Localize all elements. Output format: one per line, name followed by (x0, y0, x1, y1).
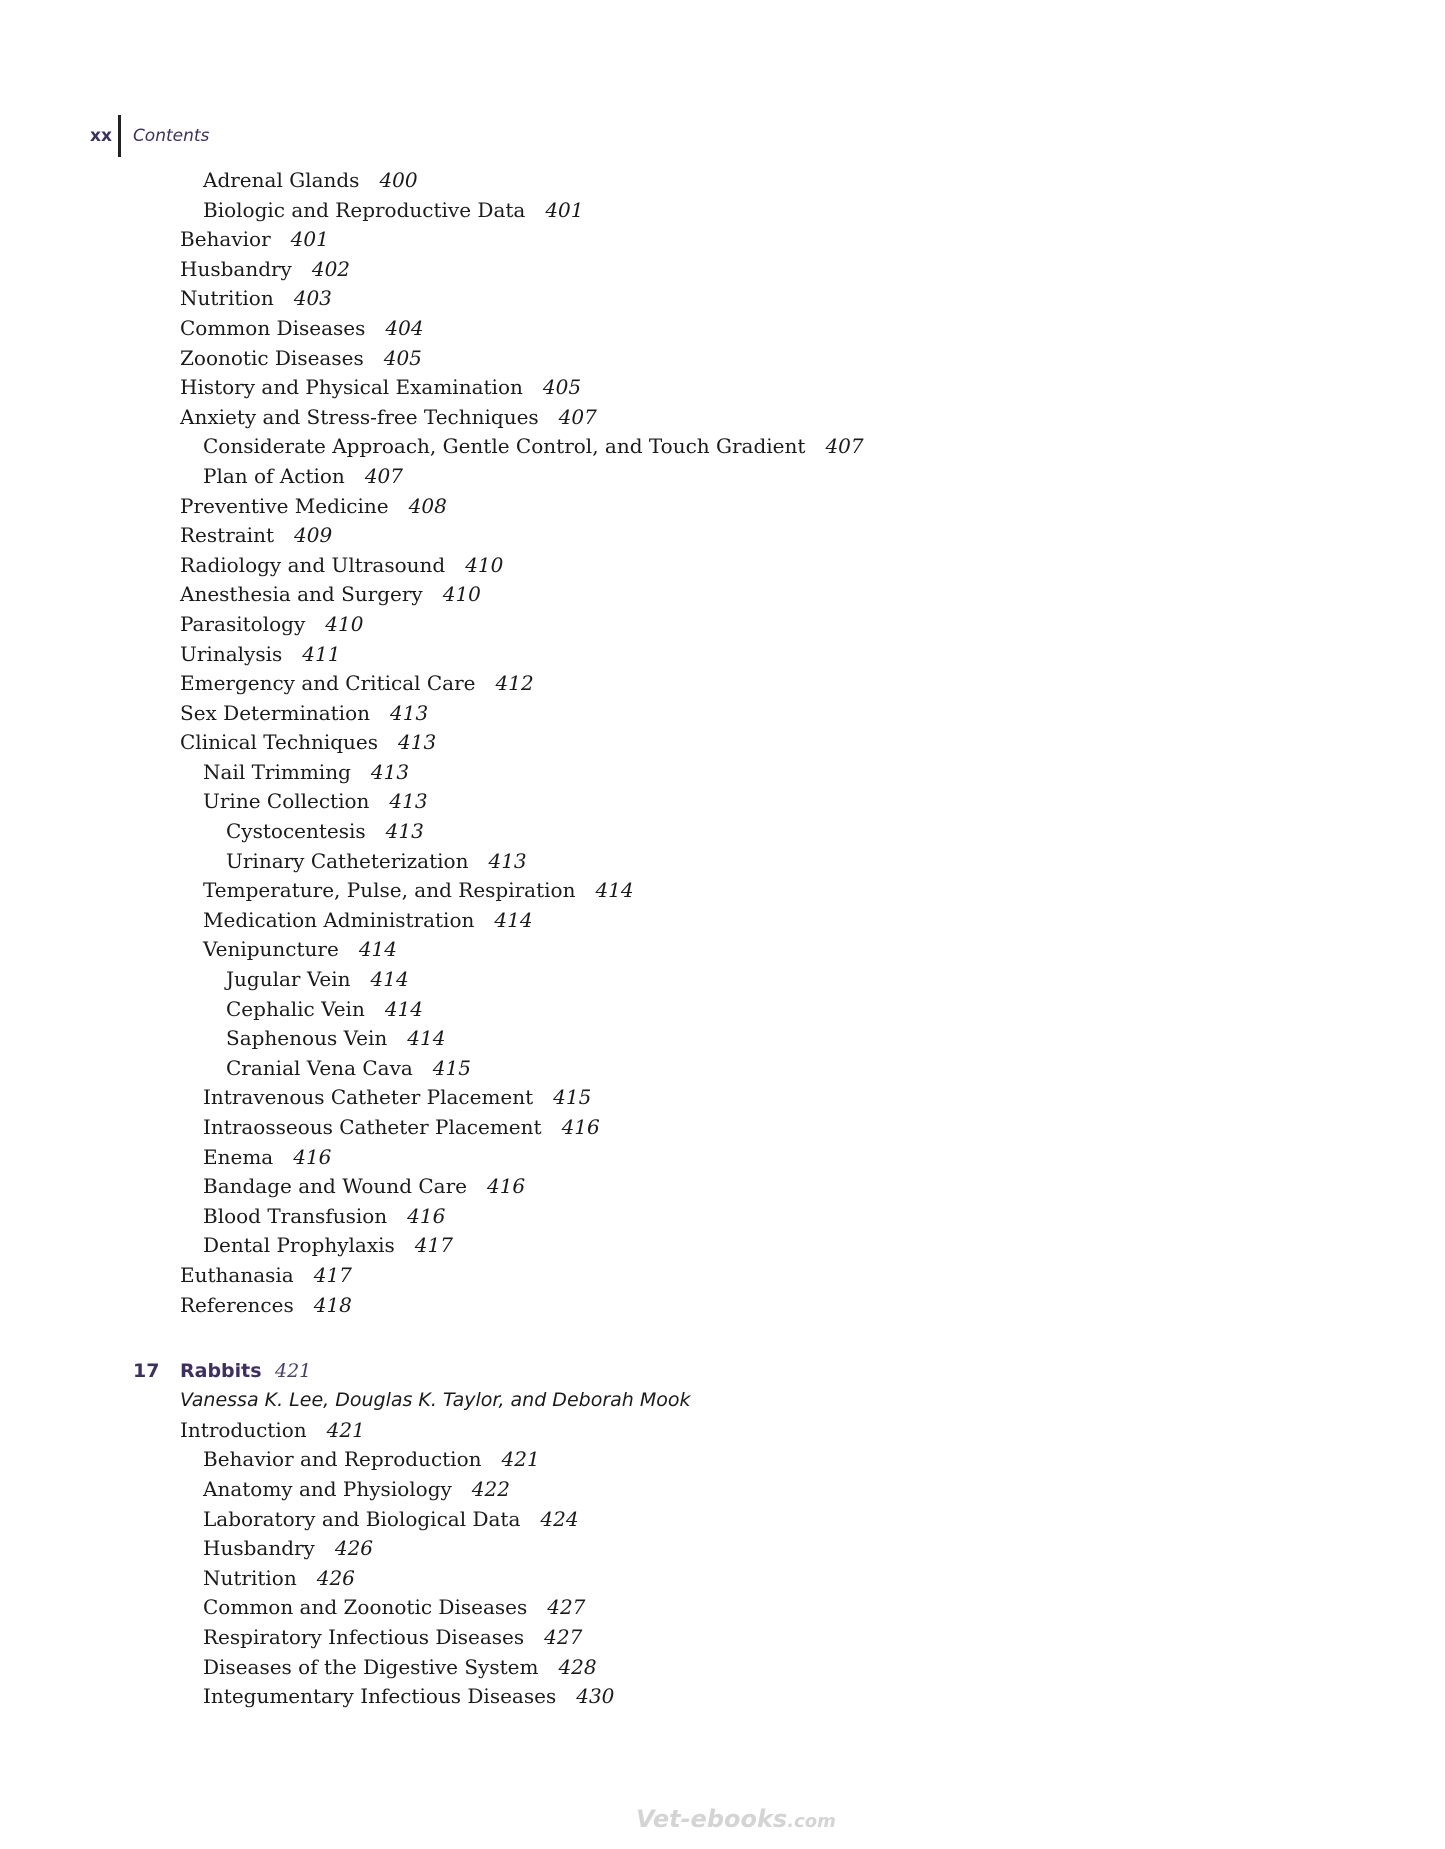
toc-entry-page: 417 (313, 1262, 352, 1287)
toc-entry-title: Laboratory and Biological Data (203, 1506, 521, 1531)
toc-entry[interactable] (0, 521, 1445, 551)
toc-entry-title: Enema (203, 1144, 274, 1169)
toc-entry-title: Biologic and Reproductive Data (203, 197, 526, 222)
toc-entry[interactable] (0, 728, 1445, 758)
toc-entry-title: Nutrition (203, 1565, 297, 1590)
toc-entry-title: Urine Collection (203, 789, 370, 814)
toc-entry-title: Intravenous Catheter Placement (203, 1085, 534, 1110)
toc-entry-page: 414 (407, 1026, 446, 1051)
chapter-authors: Vanessa K. Lee, Douglas K. Taylor, and Deborah Mook (180, 1389, 691, 1412)
toc-entry-page: 416 (293, 1144, 332, 1169)
toc-entry[interactable] (0, 551, 1445, 581)
toc-entry-page: 413 (488, 848, 527, 873)
toc-entry-page: 418 (313, 1292, 352, 1317)
toc-entry[interactable] (0, 196, 1445, 226)
header-divider (118, 115, 121, 157)
toc-entry-page: 407 (364, 463, 404, 488)
toc-entry-page: 408 (408, 493, 447, 518)
toc-entry[interactable] (0, 906, 1445, 936)
toc-entry-title: Anesthesia and Surgery (180, 582, 423, 607)
toc-entry-title: Jugular Vein (226, 967, 351, 992)
toc-entry-title: Behavior and Reproduction (203, 1447, 482, 1472)
toc-entry[interactable] (0, 1682, 1445, 1712)
toc-entry-page: 414 (494, 907, 533, 932)
toc-entry[interactable] (0, 1231, 1445, 1261)
toc-entry[interactable] (0, 847, 1445, 877)
toc-entry-title: Husbandry (180, 256, 292, 281)
toc-entry-title: Considerate Approach, Gentle Control, and Touch Gradient (203, 434, 806, 459)
toc-entry[interactable] (0, 699, 1445, 729)
toc-entry-page: 401 (545, 197, 584, 222)
toc-entry-page: 415 (553, 1085, 592, 1110)
toc-entry[interactable] (0, 225, 1445, 255)
toc-entry-title: Clinical Techniques (180, 730, 379, 755)
toc-entry[interactable] (0, 344, 1445, 374)
toc-entry[interactable] (0, 373, 1445, 403)
toc-entry-page: 414 (595, 878, 634, 903)
toc-entry-page: 424 (540, 1506, 579, 1531)
toc-entry[interactable] (0, 1445, 1445, 1475)
toc-entry-title: Emergency and Critical Care (180, 671, 476, 696)
toc-entry-page: 407 (558, 404, 597, 429)
toc-entry-page: 413 (390, 700, 429, 725)
toc-entry-page: 407 (825, 434, 864, 459)
toc-entry-page: 410 (325, 611, 364, 636)
toc-entry-title: Dental Prophylaxis (203, 1233, 395, 1258)
toc-entry-title: Cephalic Vein (226, 996, 365, 1021)
toc-entry[interactable] (0, 995, 1445, 1025)
page-header (90, 115, 209, 157)
toc-entry-page: 427 (547, 1595, 586, 1620)
toc-entry[interactable] (0, 314, 1445, 344)
toc-entry[interactable] (0, 640, 1445, 670)
toc-entry-title: Common and Zoonotic Diseases (203, 1595, 528, 1620)
toc-entry-title: Respiratory Infectious Diseases (203, 1624, 525, 1649)
toc-entry-title: Integumentary Infectious Diseases (203, 1684, 557, 1709)
toc-entry-page: 426 (316, 1565, 355, 1590)
toc-entry-page: 411 (302, 641, 341, 666)
toc-entry-title: Zoonotic Diseases (180, 345, 364, 370)
toc-entry-page: 409 (294, 523, 333, 548)
toc-entry-title: Anxiety and Stress-free Techniques (180, 404, 539, 429)
toc-entry-page: 404 (385, 315, 424, 340)
toc-entry[interactable] (0, 1291, 1445, 1321)
toc-entry[interactable] (0, 1534, 1445, 1564)
toc-entry-title: Intraosseous Catheter Placement (203, 1115, 542, 1139)
toc-entry-page: 415 (432, 1055, 471, 1080)
toc-entry-title: Diseases of the Digestive System (203, 1654, 539, 1679)
toc-entry[interactable] (0, 1475, 1445, 1505)
toc-entry[interactable] (0, 1024, 1445, 1054)
toc-entry[interactable] (0, 462, 1445, 492)
toc-entry-page: 426 (334, 1536, 374, 1561)
toc-entry[interactable] (0, 1054, 1445, 1084)
chapter-number: 17 (133, 1360, 160, 1383)
toc-entry[interactable] (0, 787, 1445, 817)
page-number: xx (90, 126, 112, 146)
toc-entry-title: Cranial Vena Cava (226, 1055, 413, 1080)
toc-entry-title: Nail Trimming (203, 759, 351, 784)
toc-entry-page: 402 (311, 256, 351, 281)
toc-entry-title: Common Diseases (180, 315, 366, 340)
toc-entry-title: Husbandry (203, 1536, 315, 1561)
table-of-contents (0, 166, 1445, 1712)
toc-entry[interactable] (0, 758, 1445, 788)
toc-entry-title: Radiology and Ultrasound (180, 552, 446, 577)
toc-entry[interactable] (0, 1143, 1445, 1173)
toc-entry[interactable] (0, 1261, 1445, 1291)
chapter-title: Rabbits (180, 1360, 262, 1383)
toc-entry[interactable] (0, 1172, 1445, 1202)
toc-entry-page: 421 (326, 1417, 365, 1442)
toc-entry-title: Sex Determination (180, 700, 370, 725)
toc-entry-page: 413 (389, 789, 428, 814)
toc-entry-title: Anatomy and Physiology (203, 1476, 452, 1501)
toc-entry-page: 400 (379, 168, 418, 192)
toc-entry-page: 416 (561, 1115, 600, 1139)
toc-entry-title: Euthanasia (180, 1262, 294, 1287)
toc-entry-title: Blood Transfusion (203, 1203, 388, 1228)
chapter-page: 421 (275, 1360, 312, 1383)
toc-entry-page: 405 (542, 375, 582, 400)
toc-entry-page: 405 (383, 345, 422, 370)
toc-entry-page: 401 (290, 227, 329, 252)
toc-entry-title: Introduction (180, 1417, 307, 1442)
watermark-name: Vet-ebooks (636, 1805, 788, 1833)
toc-entry[interactable] (0, 1623, 1445, 1653)
toc-entry[interactable] (0, 1564, 1445, 1594)
toc-entry[interactable] (0, 1505, 1445, 1535)
toc-entry[interactable] (0, 1202, 1445, 1232)
toc-entry[interactable] (0, 492, 1445, 522)
toc-entries-before (0, 166, 1445, 1320)
toc-entry-title: Plan of Action (203, 463, 345, 488)
toc-entry[interactable] (0, 1113, 1445, 1143)
toc-entry-title: History and Physical Examination (180, 375, 523, 400)
toc-entry-page: 403 (293, 286, 332, 311)
running-title: Contents (132, 126, 210, 146)
toc-entry-page: 430 (576, 1684, 615, 1709)
toc-entry-page: 414 (384, 996, 424, 1021)
toc-entry[interactable] (0, 255, 1445, 285)
toc-entry-page: 416 (486, 1174, 526, 1199)
toc-entry[interactable] (0, 669, 1445, 699)
watermark-logo (636, 1805, 836, 1833)
toc-entry-title: Temperature, Pulse, and Respiration (203, 878, 576, 903)
watermark-domain: .com (787, 1811, 836, 1832)
toc-entry-title: Restraint (180, 523, 274, 548)
toc-entry-page: 414 (370, 967, 409, 992)
toc-entry-page: 414 (358, 937, 397, 962)
toc-entry-page: 410 (465, 552, 504, 577)
toc-entry-title: Urinalysis (180, 641, 283, 666)
toc-entry-title: Cystocentesis (226, 819, 366, 844)
toc-entry[interactable] (0, 403, 1445, 433)
toc-entry[interactable] (0, 1593, 1445, 1623)
toc-entry-title: Adrenal Glands (203, 168, 360, 192)
toc-entry-title: Saphenous Vein (226, 1026, 388, 1051)
toc-entry-page: 410 (442, 582, 481, 607)
toc-entry-title: References (180, 1292, 294, 1317)
toc-entry-title: Urinary Catheterization (226, 848, 469, 873)
toc-entry-title: Nutrition (180, 286, 274, 311)
toc-entry[interactable] (0, 1653, 1445, 1683)
toc-entry[interactable] (0, 432, 1445, 462)
toc-entry[interactable] (0, 817, 1445, 847)
toc-entries-after (0, 1416, 1445, 1712)
toc-entry-page: 427 (544, 1624, 583, 1649)
toc-entry-title: Venipuncture (203, 937, 339, 962)
toc-entry-page: 412 (495, 671, 534, 696)
toc-entry[interactable] (0, 876, 1445, 906)
toc-entry[interactable] (0, 935, 1445, 965)
toc-entry-page: 417 (414, 1233, 453, 1258)
toc-entry-page: 421 (501, 1447, 540, 1472)
toc-entry-title: Medication Administration (203, 907, 475, 932)
toc-entry-title: Parasitology (180, 611, 306, 636)
toc-entry[interactable] (0, 1083, 1445, 1113)
toc-entry[interactable] (0, 580, 1445, 610)
toc-entry[interactable] (0, 1416, 1445, 1446)
toc-entry-page: 416 (407, 1203, 446, 1228)
toc-entry[interactable] (0, 610, 1445, 640)
chapter-heading[interactable] (0, 1356, 1445, 1386)
toc-entry-title: Bandage and Wound Care (203, 1174, 467, 1199)
toc-entry-title: Behavior (180, 227, 271, 252)
toc-entry-page: 422 (471, 1476, 510, 1501)
toc-entry-page: 428 (558, 1654, 597, 1679)
toc-entry-title: Preventive Medicine (180, 493, 389, 518)
toc-entry[interactable] (0, 166, 1445, 196)
toc-entry[interactable] (0, 965, 1445, 995)
toc-entry-page: 413 (398, 730, 437, 755)
toc-entry[interactable] (0, 284, 1445, 314)
toc-entry-page: 413 (370, 759, 410, 784)
toc-entry-page: 413 (385, 819, 424, 844)
